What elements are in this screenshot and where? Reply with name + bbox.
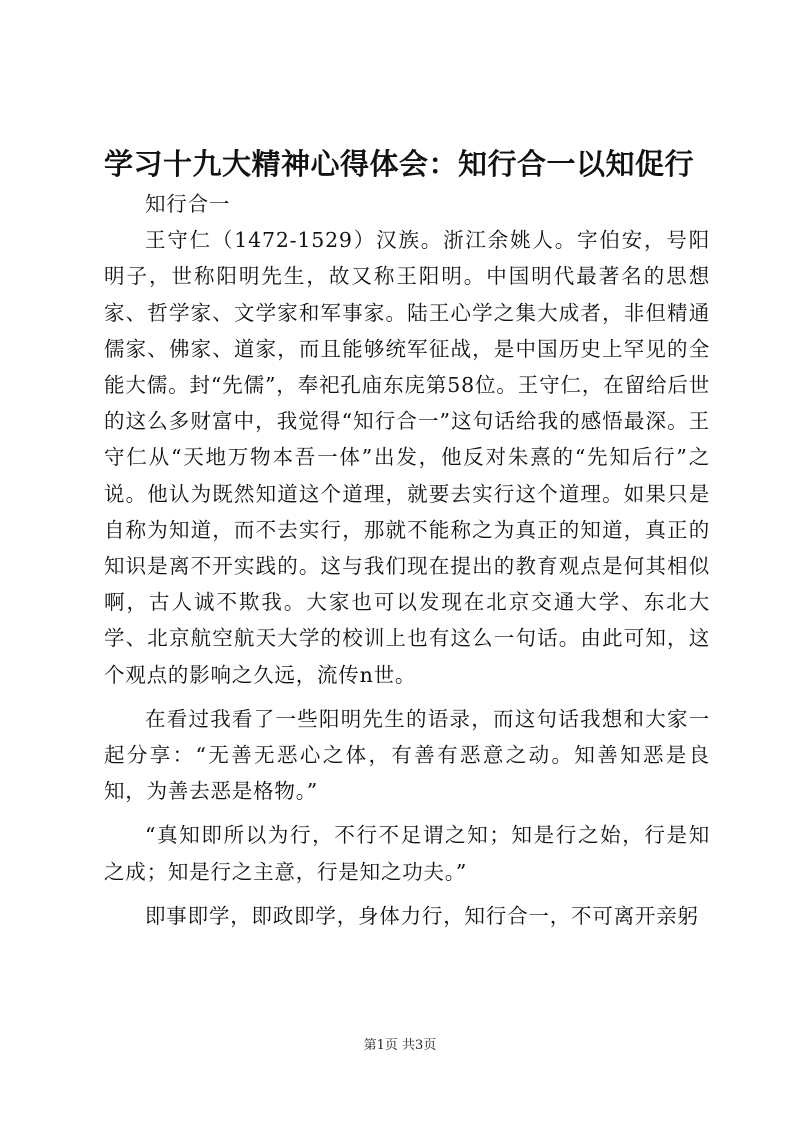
document-title: 学习十九大精神心得体会：知行合一以知促行	[104, 147, 695, 181]
paragraph-quote: “真知即所以为行，不行不足谓之知；知是行之始，行是知之成；知是行之主意，行是知之功夫。”	[104, 823, 710, 884]
paragraph-closing: 即事即学，即政即学，身体力行，知行合一，不可离开亲躬	[145, 903, 699, 928]
paragraph-biography: 王守仁（1472-1529）汉族。浙江余姚人。字伯安，号阳明子，世称阳明先生，故又称王阳明。中国明代最著名的思想家、哲学家、文学家和军事家。陆王心学之集大成者，非但精通儒家、佛家、道家，而且能够统军征战，是中国历史上罕见的全能大儒。封“先儒”，奉祀孔庙东庑第58位。王守仁，在留给后世的这么多财富中，我觉得“知行合一”这句话给我的感悟最深。王守仁从“天地万物本吾一体”出发，他反对朱熹的“先知后行”之说。他认为既然知道这个道理，就要去实行这个道理。如果只是自称为知道，而不去实行，那就不能称之为真正的知道，真正的知识是离不开实践的。这与我们现在提出的教育观点是何其相似啊，古人诚不欺我。大家也可以发现在北京交通大学、东北大学、北京航空航天大学的校训上也有这么一句话。由此可知，这个观点的影响之久远，流传n世。	[104, 228, 710, 687]
paragraph-quote-intro: 在看过我看了一些阳明先生的语录，而这句话我想和大家一起分享：“无善无恶心之体，有善有恶意之动。知善知恶是良知，为善去恶是格物。”	[104, 706, 710, 804]
page-footer: 第1页 共3页	[363, 1038, 437, 1053]
document-body	[104, 186, 710, 942]
paragraph-subtitle: 知行合一	[145, 192, 231, 216]
